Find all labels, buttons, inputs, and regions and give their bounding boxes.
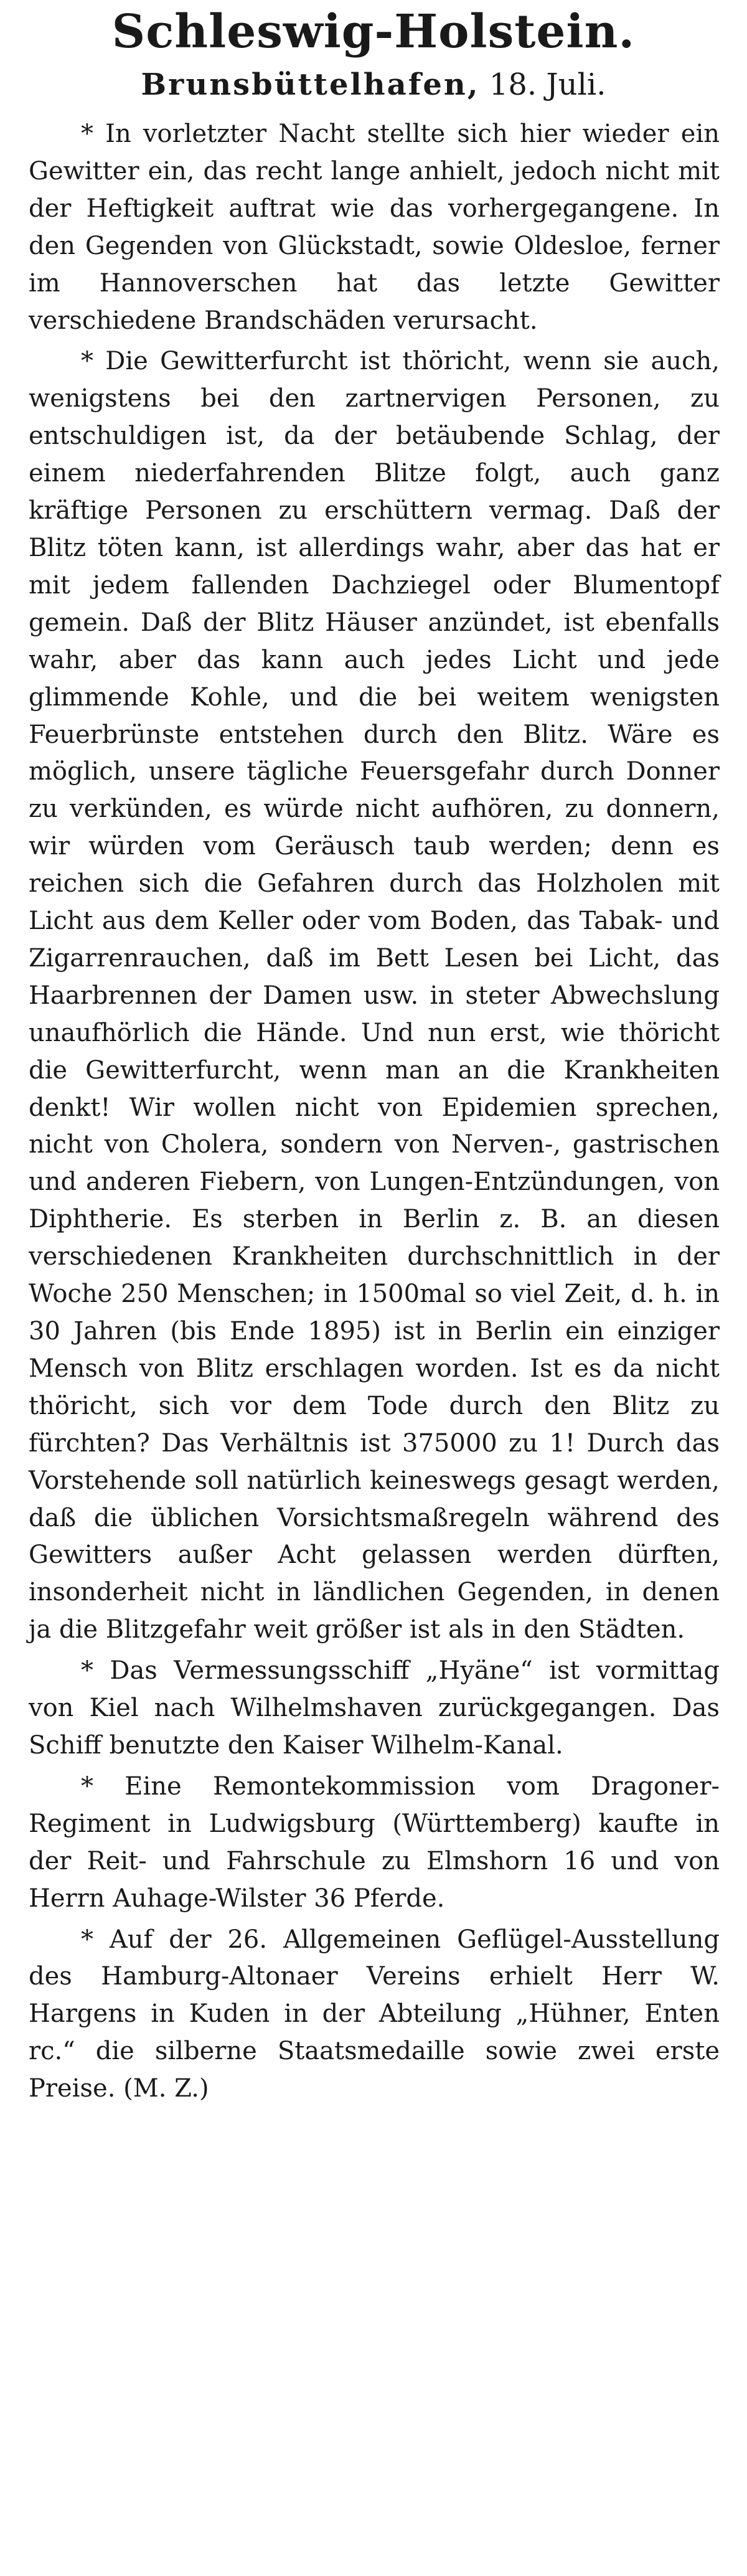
article-poultry-exhibition: [29, 1922, 720, 2108]
dateline: [0, 65, 747, 105]
article-fear-of-thunderstorms: * Die Gewitterfurcht ist thöricht, wenn sie auch, wenigstens bei den zartnervigen Personen, zu entschuldigen ist, da der betäubende Schlag, der einem niederfahrenden Blitze folgt, auch ganz kräftige Personen zu erschüttern vermag. Daß der Blitz töten kann, ist allerdings wahr, aber das hat er mit jedem fallenden Dachziegel oder Blumentopf gemein. Daß der Blitz Häuser anzündet, ist ebenfalls wahr, aber das kann auch jedes Licht und jede glimmende Kohle, und die bei weitem wenigsten Feuerbrünste entstehen durch den Blitz. Wäre es möglich, unsere tägliche Feuersgefahr durch Donner zu verkünden, es würde nicht aufhören, zu donnern, wir würden vom Geräusch taub werden; denn es reichen sich die Gefahren durch das Holzholen mit Licht aus dem Keller oder vom Boden, das Tabak- und Zigarrenrauchen, daß im Bett Lesen bei Licht, das Haarbrennen der Damen usw. in steter Abwechslung unaufhörlich die Hände. Und nun erst, wie thöricht die Gewitterfurcht, wenn man an die Krankheiten denkt! Wir wollen nicht von Epidemien sprechen, nicht von Cholera, sondern von Nerven-, gastrischen und anderen Fiebern, von Lungen-Entzündungen, von Diphtherie. Es sterben in Berlin z. B. an diesen verschiedenen Krankheiten durchschnittlich in der Woche 250 Menschen; in 1500mal so viel Zeit, d. h. in 30 Jahren (bis Ende 1895) ist in Berlin ein einziger Mensch von Blitz erschlagen worden. Ist es da nicht thöricht, sich vor dem Tode durch den Blitz zu fürchten? Das Verhältnis ist 375000 zu 1! Durch das Vorstehende soll natürlich keineswegs gesagt werden, daß die üblichen Vorsichtsmaßregeln während des Gewitters außer Acht gelassen werden dürften, insonderheit nicht in ländlichen Gegenden, in denen ja die Blitzgefahr weit größer ist als in den Städten.: [29, 347, 720, 1644]
section-title: Schleswig-Holstein.: [111, 5, 636, 59]
poultry-exhibition-text: * Auf der 26. Allgemeinen Geflügel-Ausstellung des Hamburg-Altonaer Vereins erhielt Herr W. Hargens in Kuden in der Abteilung „Hühner, Enten rc.“ die silberne Staatsmedaille sowie zwei erste Preise.: [29, 1925, 720, 2103]
article-signature: (M. Z.): [123, 2074, 209, 2103]
article-remount-commission: * Eine Remontekommission vom Dragoner-Regiment in Ludwigsburg (Württemberg) kaufte in der Reit- und Fahrschule zu Elmshorn 16 und von Herrn Auhage-Wilster 36 Pferde.: [29, 1772, 720, 1913]
article-survey-ship: * Das Vermessungsschiff „Hyäne“ ist vormittag von Kiel nach Wilhelmshaven zurückgegangen. Das Schiff benutzte den Kaiser Wilhelm-Kanal.: [29, 1656, 720, 1760]
article-column: [29, 116, 720, 2108]
dateline-place: Brunsbüttelhafen,: [141, 67, 480, 102]
article-thunderstorm-report: * In vorletzter Nacht stellte sich hier wieder ein Gewitter ein, das recht lange anhielt, jedoch nicht mit der Heftigkeit auftrat wie das vorhergegangene. In den Gegenden von Glückstadt, sowie Oldesloe, ferner im Hannoverschen hat das letzte Gewitter verschiedene Brandschäden verursacht.: [29, 120, 720, 335]
dateline-date: 18. Juli.: [489, 67, 606, 102]
